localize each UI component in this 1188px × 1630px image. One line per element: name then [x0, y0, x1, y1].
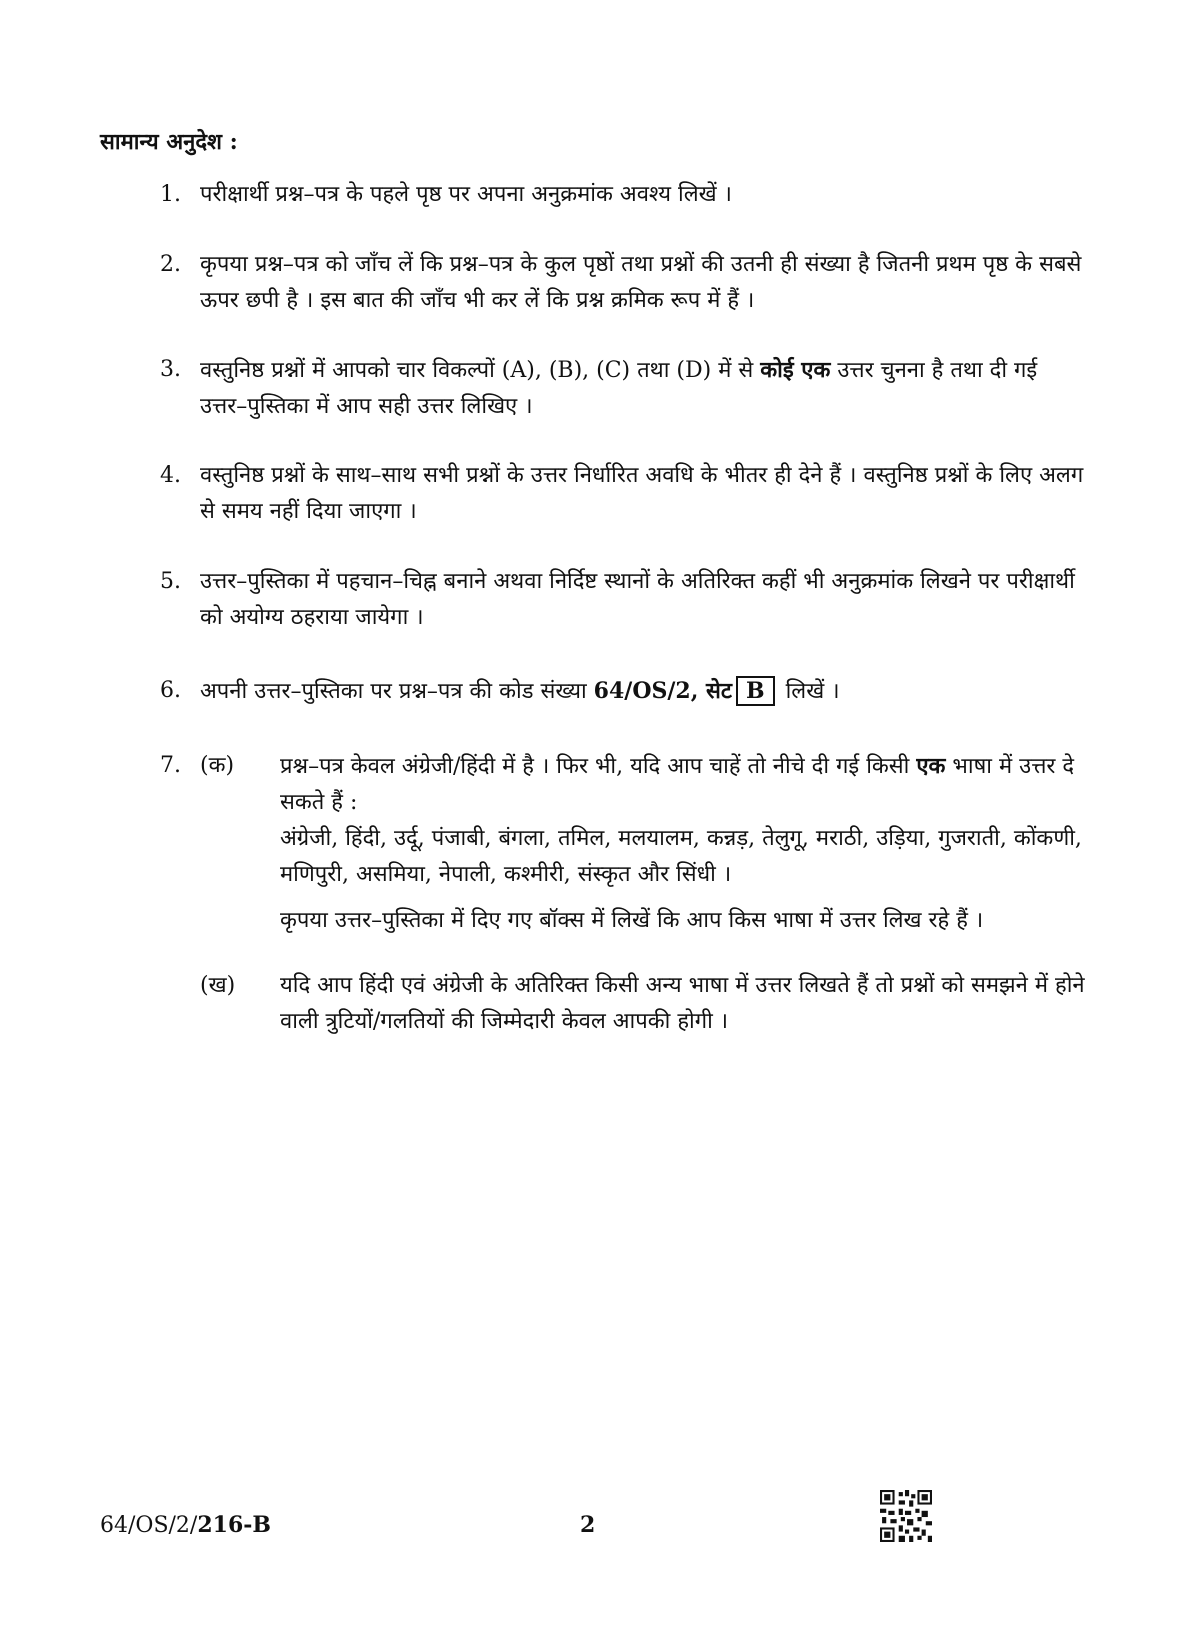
sub-item-text: यदि आप हिंदी एवं अंग्रेजी के अतिरिक्त किसी अन्य भाषा में उत्तर लिखते हैं तो प्रश्नों को समझने में होने वाली त्रुटियों/गलतियों की जिम्मेदारी केवल आपकी होगी ।: [280, 973, 1085, 1034]
instruction-3: [160, 352, 1085, 425]
item-number: 2.: [160, 252, 181, 277]
instruction-2: [160, 247, 1085, 319]
sub-item-text: प्रश्न–पत्र केवल अंग्रेजी/हिंदी में है । फिर भी, यदि आप चाहें तो नीचे दी गई किसी एक भाषा में उत्तर दे सकते हैं :: [280, 753, 1075, 815]
sub-item-kha: [200, 968, 1085, 1040]
item-number: 6.: [160, 678, 181, 703]
emphasis-text: एक: [916, 753, 946, 779]
qr-code-icon: [880, 1490, 932, 1542]
sub-item-ka: [200, 748, 1085, 939]
item-text: कृपया प्रश्न–पत्र को जाँच लें कि प्रश्न–पत्र के कुल पृष्ठों तथा प्रश्नों की उतनी ही संख्या है जितनी प्रथम पृष्ठ के सबसे ऊपर छपी है । इस बात की जाँच भी कर लें कि प्रश्न क्रमिक रूप में हैं ।: [200, 252, 1082, 313]
item-number: 7.: [160, 753, 181, 778]
paper-code: 64/OS/2/216-B: [100, 1512, 271, 1538]
item-text: वस्तुनिष्ठ प्रश्नों में आपको चार विकल्पों (A), (B), (C) तथा (D) में से कोई एक उत्तर चुनना है तथा दी गई उत्तर–पुस्तिका में आप सही उत्तर लिखिए ।: [200, 357, 1038, 419]
set-box: B: [736, 676, 775, 706]
item-text: वस्तुनिष्ठ प्रश्नों के साथ–साथ सभी प्रश्नों के उत्तर निर्धारित अवधि के भीतर ही देने हैं । वस्तुनिष्ठ प्रश्नों के लिए अलग से समय नहीं दिया जाएगा ।: [200, 463, 1084, 524]
instruction-7: [160, 748, 1085, 1048]
code-number: 64/OS/2, सेट: [593, 678, 732, 704]
item-text: परीक्षार्थी प्रश्न–पत्र के पहले पृष्ठ पर अपना अनुक्रमांक अवश्य लिखें ।: [200, 182, 732, 207]
language-note: कृपया उत्तर–पुस्तिका में दिए गए बॉक्स में लिखें कि आप किस भाषा में उत्तर लिख रहे हैं ।: [280, 908, 984, 933]
instruction-1: [160, 177, 1085, 213]
instruction-4: [160, 458, 1085, 530]
emphasis-text: कोई एक: [760, 357, 831, 383]
item-text: उत्तर–पुस्तिका में पहचान–चिह्न बनाने अथवा निर्दिष्ट स्थानों के अतिरिक्त कहीं भी अनुक्रमांक लिखने पर परीक्षार्थी को अयोग्य ठहराया जायेगा ।: [200, 569, 1075, 630]
instruction-5: [160, 564, 1085, 636]
sub-item-label: (क): [200, 753, 235, 778]
item-number: 1.: [160, 182, 181, 207]
instructions-heading: सामान्य अनुदेश :: [100, 129, 238, 155]
item-number: 4.: [160, 463, 181, 488]
page-number: 2: [580, 1512, 596, 1538]
item-number: 5.: [160, 569, 181, 594]
item-number: 3.: [160, 357, 181, 382]
instruction-6: [160, 673, 1085, 710]
sub-item-label: (ख): [200, 973, 236, 998]
language-list: अंग्रेजी, हिंदी, उर्दू, पंजाबी, बंगला, तमिल, मलयालम, कन्नड़, तेलुगू, मराठी, उड़िया, गुजराती, कोंकणी, मणिपुरी, असमिया, नेपाली, कश्मीरी, संस्कृत और सिंधी ।: [280, 826, 1082, 887]
item-text: अपनी उत्तर–पुस्तिका पर प्रश्न–पत्र की कोड संख्या 64/OS/2, सेट B लिखें ।: [200, 678, 840, 704]
